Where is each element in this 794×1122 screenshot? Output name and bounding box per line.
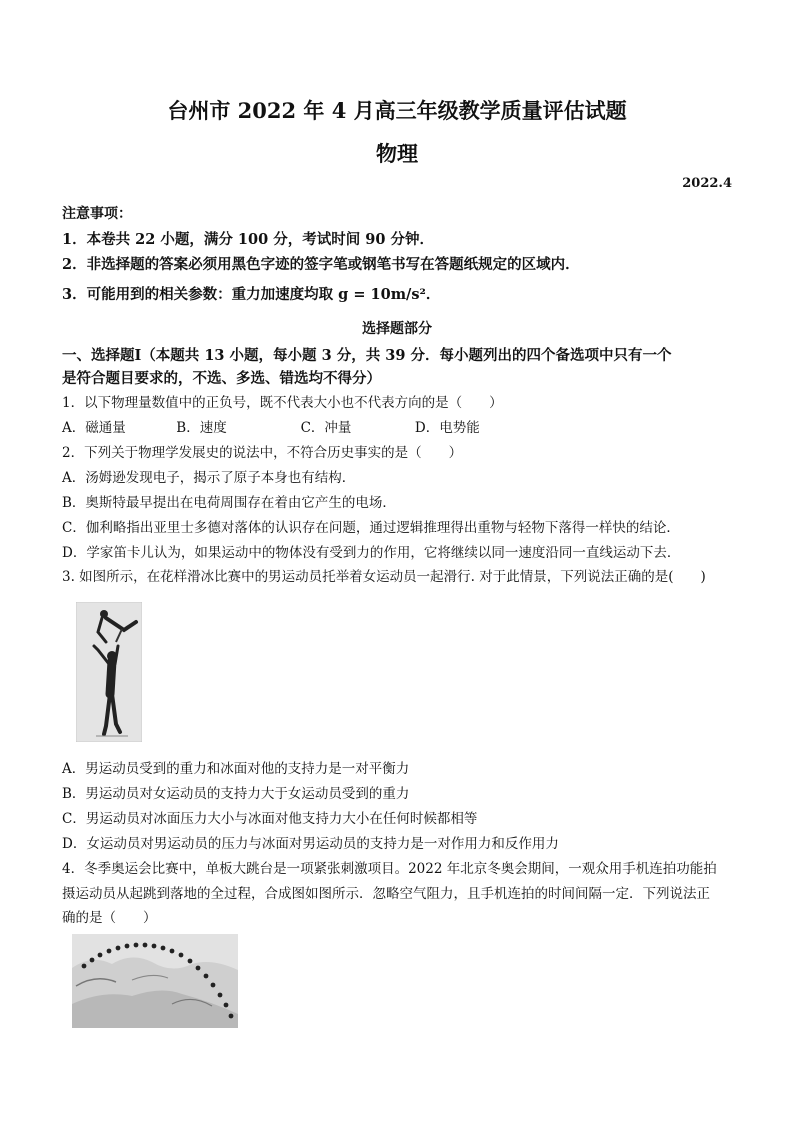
- part-instructions-line1: 一、选择题Ⅰ（本题共 13 小题，每小题 3 分，共 39 分．每小题列出的四个备选项中只有一个: [62, 347, 672, 364]
- figure-skating-photo: [76, 602, 142, 742]
- exam-date: 2022.4: [682, 176, 732, 191]
- question-3-option-c: C．男运动员对冰面压力大小与冰面对他支持力大小在任何时候都相等: [62, 811, 478, 827]
- question-4-stem-line1: 4．冬季奥运会比赛中，单板大跳台是一项紧张刺激项目。2022 年北京冬奥会期间，一观众用手机连拍功能拍: [62, 861, 717, 877]
- note-item-1: 1．本卷共 22 小题，满分 100 分，考试时间 90 分钟．: [62, 231, 434, 248]
- question-2-option-b: B．奥斯特最早提出在电荷周围存在着由它产生的电场．: [62, 495, 396, 511]
- notes-heading: 注意事项：: [62, 206, 132, 222]
- question-1-options: [62, 416, 480, 436]
- snowboard-jump-photo: [72, 934, 238, 1028]
- question-4-stem-line2: 摄运动员从起跳到落地的全过程，合成图如图所示．忽略空气阻力，且手机连拍的时间间隔一定．下列说法正: [62, 886, 710, 902]
- note-item-3: 3．可能用到的相关参数：重力加速度均取 g = 10m/s²．: [62, 286, 441, 303]
- subject-title: 物理: [376, 141, 418, 166]
- option-c: C．冲量: [300, 420, 352, 436]
- section-title: 选择题部分: [362, 321, 432, 337]
- question-3-option-a: A．男运动员受到的重力和冰面对他的支持力是一对平衡力: [62, 761, 410, 777]
- question-2-option-d: D．学家笛卡儿认为，如果运动中的物体没有受到力的作用，它将继续以同一速度沿同一直线运动下去．: [62, 545, 681, 561]
- option-d: D．电势能: [414, 420, 480, 436]
- question-4-stem-line3: 确的是（ ）: [62, 910, 157, 926]
- question-2-option-c: C．伽利略指出亚里士多德对落体的认识存在问题，通过逻辑推理得出重物与轻物下落得一样快的结论．: [62, 520, 680, 536]
- question-3-stem: 3. 如图所示，在花样滑冰比赛中的男运动员托举着女运动员一起滑行. 对于此情景，下列说法正确的是( ): [62, 569, 706, 585]
- option-a: A．磁通量: [62, 420, 126, 436]
- option-b: B．速度: [176, 420, 227, 436]
- question-2-stem: 2．下列关于物理学发展史的说法中，不符合历史事实的是（ ）: [62, 445, 463, 461]
- question-3-option-d: D．女运动员对男运动员的压力与冰面对男运动员的支持力是一对作用力和反作用力: [62, 836, 559, 852]
- exam-title: 台州市 2022 年 4 月高三年级教学质量评估试题: [167, 98, 627, 123]
- question-2-option-a: A．汤姆逊发现电子，揭示了原子本身也有结构．: [62, 470, 356, 486]
- note-item-2: 2．非选择题的答案必须用黑色字迹的签字笔或钢笔书写在答题纸规定的区域内．: [62, 256, 580, 273]
- question-1-stem: 1．以下物理量数值中的正负号，既不代表大小也不代表方向的是（ ）: [62, 395, 503, 411]
- part-instructions-line2: 是符合题目要求的，不选、多选、错选均不得分）: [62, 370, 381, 387]
- question-3-option-b: B．男运动员对女运动员的支持力大于女运动员受到的重力: [62, 786, 410, 802]
